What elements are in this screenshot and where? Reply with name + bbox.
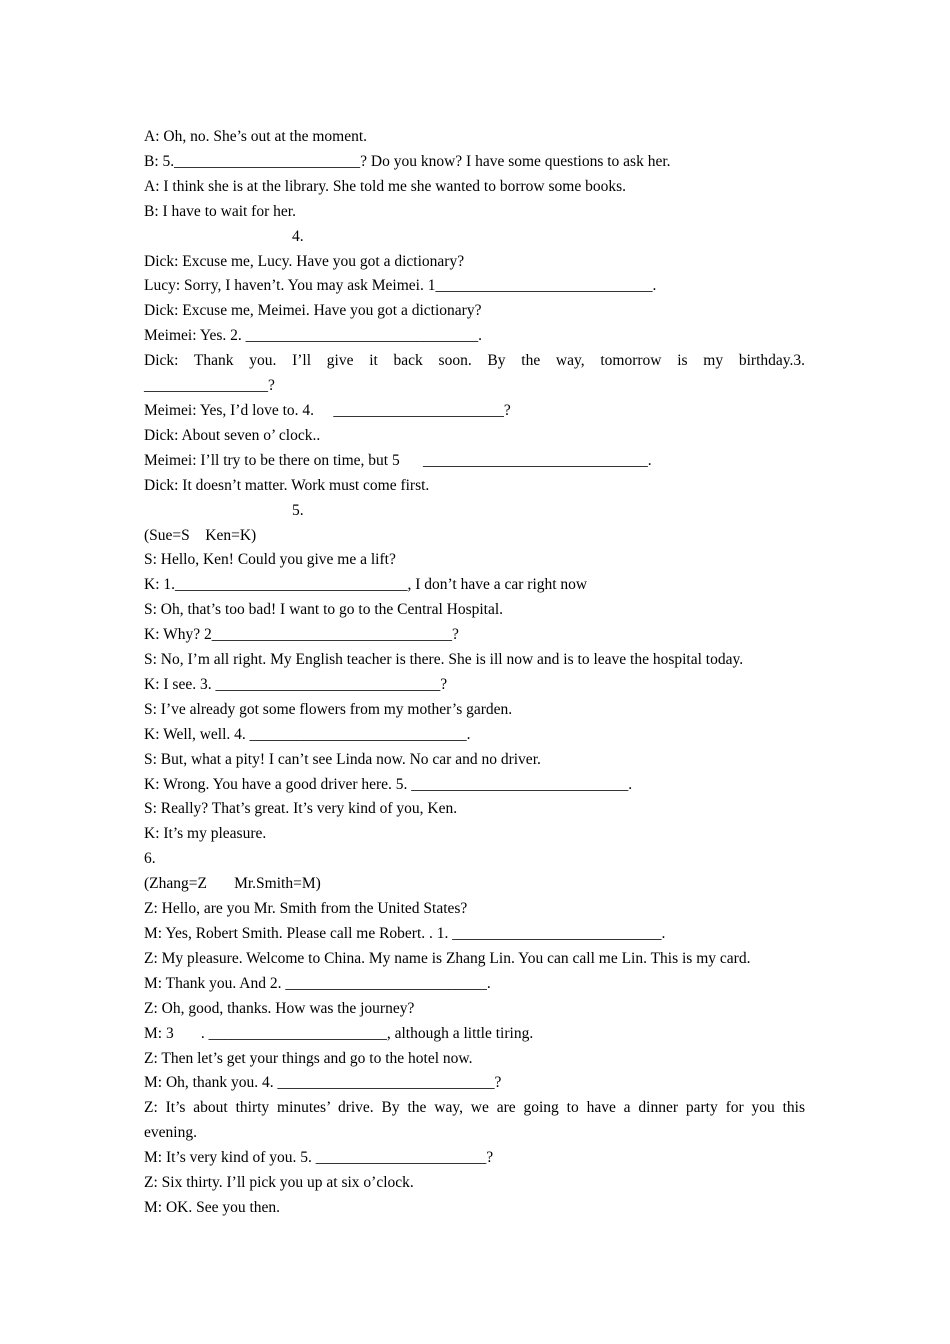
text-line: Dick: About seven o’ clock.. bbox=[144, 426, 321, 444]
section-number: 4. bbox=[292, 227, 304, 245]
text-line: Z: Hello, are you Mr. Smith from the United States? bbox=[144, 900, 468, 918]
text-line: Dick: Excuse me, Lucy. Have you got a dictionary? bbox=[144, 252, 465, 270]
text-line: S: Oh, that’s too bad! I want to go to the Central Hospital. bbox=[144, 601, 504, 619]
text-line: Z: My pleasure. Welcome to China. My name is Zhang Lin. You can call me Lin. This is my card. bbox=[144, 949, 751, 967]
text-line: (Zhang=Z Mr.Smith=M) bbox=[144, 875, 321, 893]
text-line: Z: Then let’s get your things and go to the hotel now. bbox=[144, 1049, 473, 1067]
section-number: 5. bbox=[292, 501, 304, 519]
text-line: M: Thank you. And 2. __________________________. bbox=[144, 974, 491, 992]
text-line: Z: Oh, good, thanks. How was the journey? bbox=[144, 999, 415, 1017]
text-line: K: Well, well. 4. ____________________________. bbox=[144, 725, 471, 743]
text-line: Meimei: I’ll try to be there on time, but 5 _____________________________. bbox=[144, 451, 652, 469]
text-line: K: Wrong. You have a good driver here. 5. ____________________________. bbox=[144, 775, 633, 793]
text-line: K: It’s my pleasure. bbox=[144, 825, 267, 843]
text-line: Dick: Thank you. I’ll give it back soon. By the way, tomorrow is my birthday.3. bbox=[144, 352, 805, 370]
text-line: Meimei: Yes, I’d love to. 4. ______________________? bbox=[144, 401, 511, 419]
text-line: B: I have to wait for her. bbox=[144, 202, 296, 220]
text-line: Z: Six thirty. I’ll pick you up at six o’clock. bbox=[144, 1174, 414, 1192]
text-line: Dick: Excuse me, Meimei. Have you got a dictionary? bbox=[144, 302, 482, 320]
text-line: Meimei: Yes. 2. ______________________________. bbox=[144, 327, 482, 345]
text-line: S: No, I’m all right. My English teacher is there. She is ill now and is to leave the hospital today. bbox=[144, 651, 744, 669]
text-line: K: Why? 2_______________________________? bbox=[144, 626, 459, 644]
text-line: M: Oh, thank you. 4. ____________________________? bbox=[144, 1074, 502, 1092]
text-line: A: I think she is at the library. She told me she wanted to borrow some books. bbox=[144, 177, 626, 195]
text-line: Z: It’s about thirty minutes’ drive. By the way, we are going to have a dinner party for you this bbox=[144, 1099, 805, 1117]
text-line: S: Really? That’s great. It’s very kind of you, Ken. bbox=[144, 800, 458, 818]
text-line: S: Hello, Ken! Could you give me a lift? bbox=[144, 551, 396, 569]
text-line: evening. bbox=[144, 1124, 197, 1142]
text-line: (Sue=S Ken=K) bbox=[144, 526, 257, 544]
text-line: K: I see. 3. _____________________________? bbox=[144, 675, 448, 693]
text-line: A: Oh, no. She’s out at the moment. bbox=[144, 128, 368, 145]
text-line: M: It’s very kind of you. 5. ______________________? bbox=[144, 1149, 494, 1167]
dialogue-text bbox=[144, 125, 805, 1221]
text-line: M: 3 . _______________________, although a little tiring. bbox=[144, 1024, 534, 1042]
text-line: K: 1.______________________________, I don’t have a car right now bbox=[144, 576, 588, 594]
text-line: ________________? bbox=[144, 377, 275, 395]
text-line: M: Yes, Robert Smith. Please call me Robert. . 1. ___________________________. bbox=[144, 925, 666, 942]
text-line: Lucy: Sorry, I haven’t. You may ask Meimei. 1____________________________. bbox=[144, 277, 657, 295]
section-number: 6. bbox=[144, 850, 156, 868]
text-line: B: 5.________________________? Do you know? I have some questions to ask her. bbox=[144, 152, 671, 170]
text-line: Dick: It doesn’t matter. Work must come first. bbox=[144, 476, 430, 494]
text-line: M: OK. See you then. bbox=[144, 1198, 281, 1216]
text-line: S: I’ve already got some flowers from my mother’s garden. bbox=[144, 700, 513, 718]
text-line: S: But, what a pity! I can’t see Linda now. No car and no driver. bbox=[144, 750, 541, 768]
